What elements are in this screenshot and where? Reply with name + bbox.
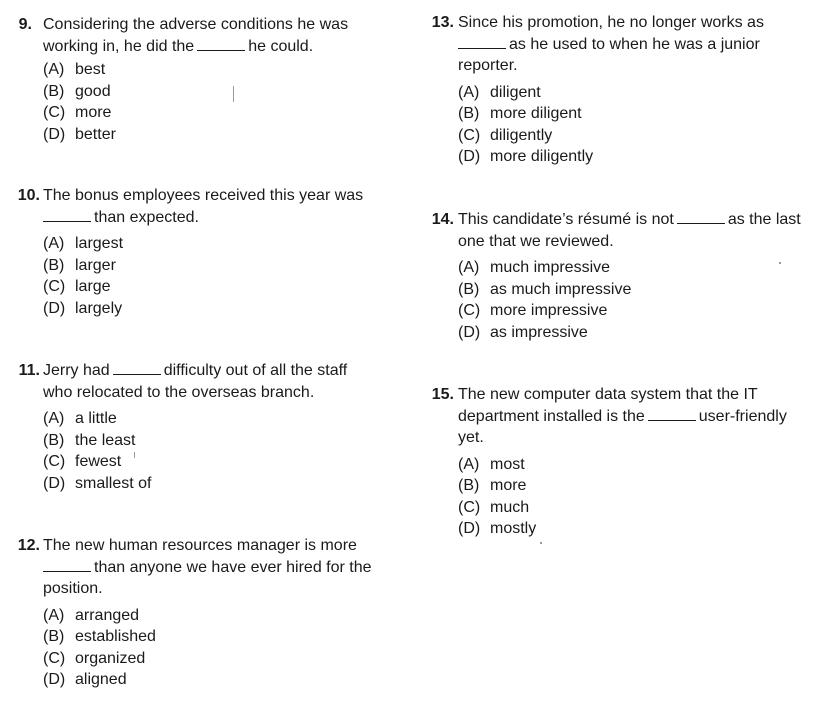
- option-a[interactable]: (A) much impressive: [458, 259, 611, 276]
- question-15: [424, 384, 819, 540]
- question-12: [10, 535, 400, 691]
- question-9: [10, 14, 390, 145]
- answer-blank: [43, 220, 91, 222]
- options-list: [43, 59, 390, 145]
- option-d[interactable]: (D) largely: [43, 299, 123, 317]
- question-10: [10, 185, 390, 319]
- question-13: [424, 12, 814, 168]
- question-stem: Considering the adverse conditions he was working in, he did the he could.: [43, 16, 349, 55]
- question-number: 9.: [18, 16, 32, 33]
- options-list: [43, 233, 390, 319]
- question-stem: The new human resources manager is more than anyone we have ever hired for the position.: [43, 537, 372, 597]
- question-stem: The bonus employees received this year was than expected.: [43, 187, 364, 226]
- scan-mark: [134, 452, 135, 458]
- question-stem: Jerry had difficulty out of all the staff who relocated to the overseas branch.: [43, 362, 348, 401]
- option-b[interactable]: (B) the least: [43, 431, 136, 449]
- option-b[interactable]: (B) more: [458, 477, 527, 494]
- option-c[interactable]: (C) large: [43, 278, 111, 295]
- question-number: 14.: [431, 211, 454, 228]
- option-d[interactable]: (D) aligned: [43, 671, 127, 688]
- option-b[interactable]: (B) good: [43, 82, 111, 100]
- question-stem: The new computer data system that the IT department installed is the user-friendly yet.: [458, 386, 787, 446]
- answer-blank: [458, 47, 506, 49]
- scan-mark: [779, 262, 781, 264]
- option-d[interactable]: (D) more diligently: [458, 148, 594, 165]
- answer-blank: [677, 222, 725, 224]
- option-c[interactable]: (C) much: [458, 498, 530, 516]
- options-list: [43, 408, 390, 494]
- scan-mark: [540, 542, 542, 544]
- option-c[interactable]: (C) organized: [43, 649, 146, 667]
- question-stem: This candidate’s résumé is not as the last one that we reviewed.: [458, 211, 801, 250]
- option-b[interactable]: (B) larger: [43, 256, 116, 274]
- option-d[interactable]: (D) smallest of: [43, 474, 152, 492]
- option-b[interactable]: (B) established: [43, 628, 156, 645]
- question-number: 11.: [18, 362, 40, 379]
- answer-blank: [197, 49, 245, 51]
- answer-blank: [113, 373, 161, 375]
- option-a[interactable]: (A) diligent: [458, 83, 541, 101]
- answer-blank: [43, 570, 91, 572]
- options-list: [458, 82, 814, 168]
- option-b[interactable]: (B) more diligent: [458, 105, 582, 122]
- option-c[interactable]: (C) more: [43, 104, 112, 121]
- question-11: [10, 360, 390, 494]
- options-list: [458, 454, 819, 540]
- scan-mark: [233, 86, 234, 102]
- option-a[interactable]: (A) arranged: [43, 606, 140, 624]
- option-a[interactable]: (A) best: [43, 61, 106, 78]
- option-c[interactable]: (C) fewest: [43, 453, 122, 470]
- option-d[interactable]: (D) mostly: [458, 520, 537, 537]
- options-list: [43, 605, 400, 691]
- question-stem: Since his promotion, he no longer works as as he used to when he was a junior reporter.: [458, 14, 764, 74]
- answer-blank: [648, 419, 696, 421]
- option-c[interactable]: (C) diligently: [458, 126, 553, 144]
- option-c[interactable]: (C) more impressive: [458, 302, 608, 319]
- question-number: 12.: [17, 537, 40, 554]
- options-list: [458, 257, 814, 343]
- option-d[interactable]: (D) better: [43, 125, 116, 143]
- option-a[interactable]: (A) a little: [43, 410, 117, 427]
- option-a[interactable]: (A) most: [458, 455, 525, 473]
- question-number: 15.: [431, 386, 454, 403]
- option-d[interactable]: (D) as impressive: [458, 323, 588, 341]
- question-number: 13.: [431, 14, 454, 31]
- question-14: [424, 209, 814, 343]
- option-b[interactable]: (B) as much impressive: [458, 280, 632, 298]
- option-a[interactable]: (A) largest: [43, 235, 124, 252]
- question-number: 10.: [17, 187, 40, 204]
